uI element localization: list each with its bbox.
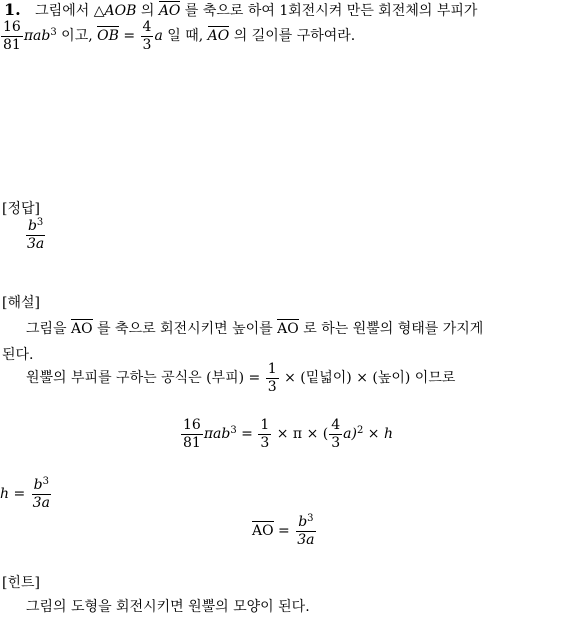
segment-ob: OB (97, 28, 119, 45)
ob-fraction: $\frac{4}{3}$ (142, 19, 152, 53)
problem-line-1: 1. 그림에서 △AOB 의 AO 를 축으로 하여 1회전시켜 만든 회전체의 부피가 (4, 0, 478, 19)
explanation-line-1: 그림을 AO 를 축으로 회전시키면 높이를 AO 로 하는 원뿔의 형태를 가지게 (26, 321, 484, 337)
h-equation: h = $\frac{b^3}{3a}$ (0, 476, 50, 511)
volume-fraction: $\frac{16}{81}$ (3, 19, 21, 53)
explanation-line-2: 된다. (2, 347, 34, 363)
explanation-header: [해설] (2, 295, 40, 311)
ao-equation: AO = $\frac{b^3}{3a}$ (252, 513, 315, 548)
answer-header: [정답] (2, 201, 40, 217)
answer-value: $\frac{b^3}{3a}$ (27, 217, 45, 252)
explanation-line-3: 원뿔의 부피를 구하는 공식은 (부피) = $\frac{1}{3}$ × (밑넓이) × (높이) 이므로 (26, 361, 456, 395)
segment-ao: AO (158, 3, 181, 19)
problem-line-2: $\frac{16}{81}$ πab$^3$ 이고, OB = $\frac{4}{3}$ a 일 때, AO 의 길이를 구하여라. (3, 19, 356, 53)
problem-number: 1. (4, 0, 21, 19)
segment-ao-2: AO (207, 28, 230, 45)
hint-text: 그림의 도형을 회전시키면 원뿔의 모양이 된다. (26, 599, 310, 615)
volume-equation: $\frac{16}{81}$ πab$^3$ = $\frac{1}{3}$ × π × ( $\frac{4}{3}$ a)$^2$ × h (183, 417, 393, 451)
hint-header: [힌트] (2, 575, 40, 591)
